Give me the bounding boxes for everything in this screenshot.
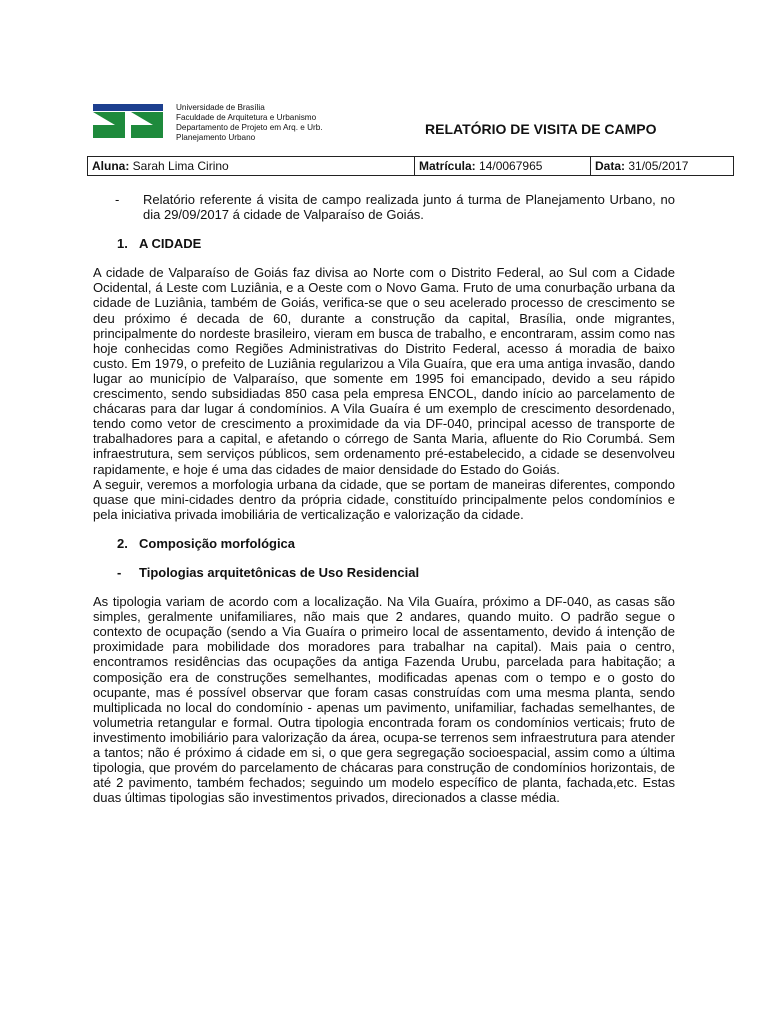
city-paragraph: A cidade de Valparaíso de Goiás faz divisa ao Norte com o Distrito Federal, ao Sul com a Cidade Ocidental, á Leste com Luziânia, e a Oeste com o Novo Gama. Fruto de uma conurbação urbana da cidade de Luziânia, também de Goiás, verifica-se que o seu acelerado processo de crescimento se deu próximo é decada de 60, durante a construção da capital, Brasília, onde migrantes, principalmente do nordeste brasileiro, vieram em busca de trabalho, e encontraram, assim como nas hoje conhecidas como Regiões Administrativas do Distrito Federal, acesso á moradia de baixo custo. Em 1979, o prefeito de Luziânia regularizou a Vila Guaíra, que era uma antiga invasão, dando lugar ao município de Valparaíso, que somente em 1995 foi emancipado, devido a seu rápido crescimento, sendo subsidiadas 850 casa pela empresa ENCOL, dando início ao parcelamento de chácaras para dar lugar á condomínios. A Vila Guaíra é um exemplo de crescimento desordenado, tendo como vetor de crescimento a proximidade da via DF-040, principal acesso de transporte de trabalhadores para a capital, e afetando o córrego de Santa Maria, afluente do Rio Corumbá. Sem infraestrutura, sem serviços públicos, sem ordenamento pré-estabelecido, a cidade se desenvolveu rapidamente, e hoje é uma das cidades de maior densidade do Estado do Goiás. (93, 265, 675, 477)
logo-blue-bar (93, 104, 163, 111)
intro-text: Relatório referente á visita de campo realizada junto á turma de Planejamento Urbano, no dia 29/09/2017 á cidade de Valparaíso de Goiás. (143, 192, 675, 223)
registration-value: 14/0067965 (475, 159, 543, 173)
student-name-cell (88, 157, 415, 175)
section-heading-morphology (117, 536, 675, 551)
section-title: A CIDADE (139, 236, 202, 252)
subsection-heading (117, 565, 675, 580)
section-heading-city (117, 236, 675, 251)
student-name-value: Sarah Lima Cirino (129, 159, 229, 173)
document-title: RELATÓRIO DE VISITA DE CAMPO (425, 121, 657, 137)
typology-paragraph: As tipologia variam de acordo com a localização. Na Vila Guaíra, próximo a DF-040, as casas são simples, geralmente unifamiliares, não mais que 2 andares, quando muito. O padrão segue o contexto de ocupação (sendo a Via Guaíra o primeiro local de assentamento, devido á intenção de proximidade para mobilidade dos moradores para trabalhar na capital). Mais paia o centro, encontramos residências das ocupações da antiga Fazenda Urubu, parcelada para habitação; a composição era de construções semelhantes, modificadas apenas com o tempo e o gosto do ocupante, mas é possível observar que foram casas construídas com uma mesma planta, sendo multiplicada no local do condomínio - apenas um pavimento, unifamiliar, fachadas semelhantes, de volumetria retangular e formal. Outra tipologia encontrada foram os condomínios verticais; fruto de investimento imobiliário para valorização da área, ocupa-se terrenos sem infraestrutura para atender a tantos; não é próximo á cidade em si, o que gera segregação socioespacial, assim como a última tipologia, que provém do parcelamento de chácaras para construção de condomínios horizontais, de até 2 pavimento, também fechados; seguindo um modelo específico de planta, fachada,etc. Estas duas últimas tipologias são investimentos privados, direcionados a classe média. (93, 594, 675, 806)
report-body (93, 192, 675, 805)
section-number: 1. (117, 236, 128, 252)
date-cell (591, 157, 733, 175)
student-name-label: Aluna: (92, 159, 130, 173)
subsection-dash: - (117, 564, 122, 580)
intro-item (93, 192, 675, 222)
university-logo (93, 104, 163, 138)
logo-green-left (93, 112, 125, 138)
subsection-title: Tipologias arquitetônicas de Uso Residencial (139, 564, 420, 580)
institution-line: Universidade de Brasília (176, 103, 265, 112)
institution-block (176, 103, 323, 143)
morphology-intro-paragraph: A seguir, veremos a morfologia urbana da cidade, que se portam de maneiras diferentes, compondo quase que mini-cidades dentro da própria cidade, constituído principalmente pelos condomínios e pela iniciativa privada imobiliária de verticalização e valorização da cidade. (93, 476, 675, 522)
section-title: Composição morfológica (139, 535, 296, 551)
institution-line: Planejamento Urbano (176, 133, 256, 142)
student-info-table (87, 156, 734, 176)
date-value: 31/05/2017 (625, 159, 689, 173)
logo-green-right (131, 112, 163, 138)
intro-dash: - (115, 192, 120, 207)
registration-cell (415, 157, 591, 175)
section-number: 2. (117, 535, 128, 551)
institution-line: Departamento de Projeto em Arq. e Urb. (176, 123, 323, 132)
registration-label: Matrícula: (419, 159, 476, 173)
date-label: Data: (595, 159, 626, 173)
institution-line: Faculdade de Arquitetura e Urbanismo (176, 113, 317, 122)
